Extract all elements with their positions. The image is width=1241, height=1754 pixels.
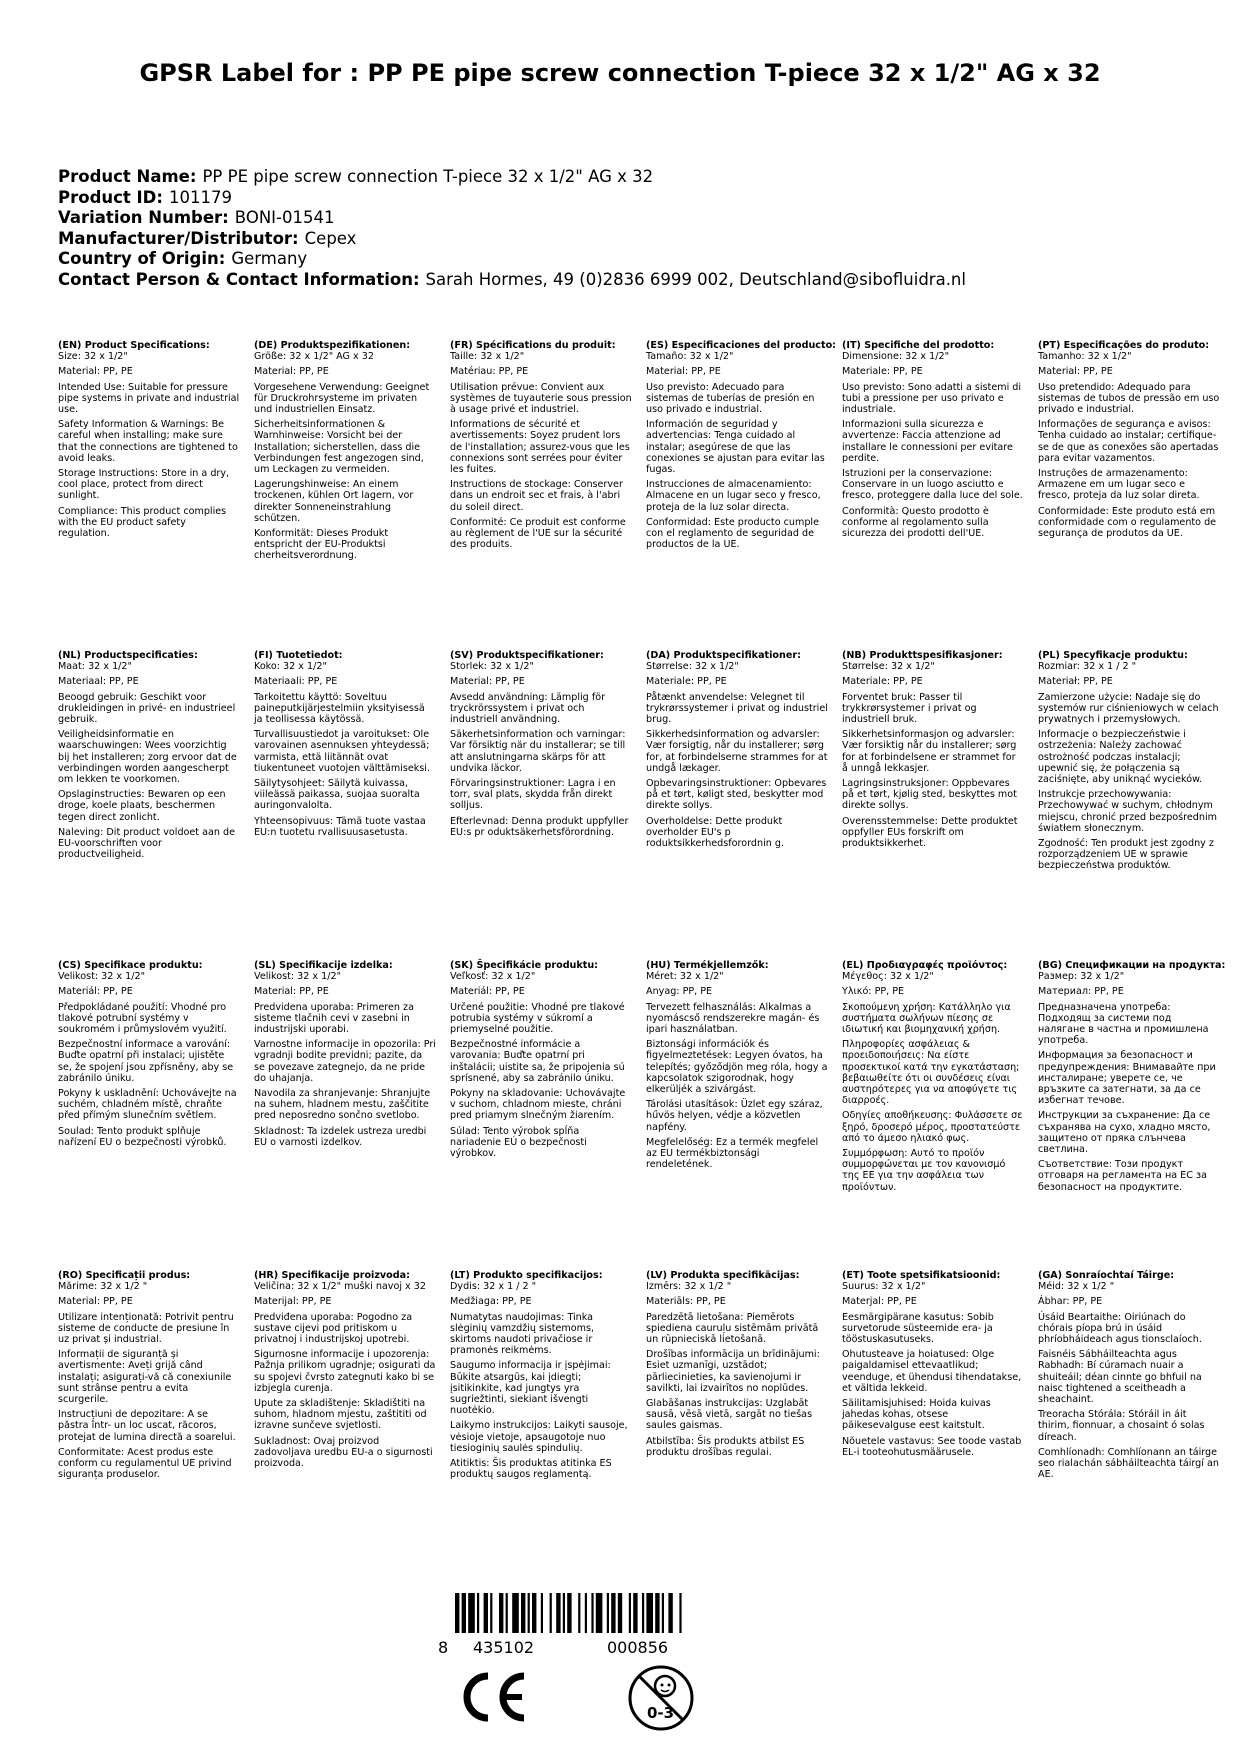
language-spec-line: Beoogd gebruik: Geschikt voor drukleidingen in privé- en industrieel gebruik. <box>58 691 236 726</box>
language-spec-line: Υλικό: PP, PE <box>842 986 905 998</box>
language-spec-line: Tamaño: 32 x 1/2" <box>646 351 734 363</box>
language-spec-line: Biztonsági információk és figyelmeztetések: Legyen óvatos, ha telepítés; győződjön meg róla, hogy a kapcsolatok szigorodnak, hogy elkerüljék a szivárgást. <box>646 1039 828 1096</box>
info-label: Variation Number: <box>58 208 229 228</box>
language-spec-line: Material: PP, PE <box>58 366 133 378</box>
language-spec-line: Información de seguridad y advertencias: Tenga cuidado al instalar; asegúrese de que las conexiones se ajustan para evitar las fugas. <box>646 419 825 476</box>
language-spec-line: Material: PP, PE <box>646 366 721 378</box>
language-block <box>646 1270 828 1462</box>
language-spec-line: Størrelse: 32 x 1/2" <box>842 661 935 673</box>
language-spec-line: Säilitamisjuhised: Hoida kuivas jahedas kohas, otsese päikesevalguse eest kaitstult. <box>842 1398 991 1432</box>
language-spec-line: Sigurnosne informacije i upozorenja: Pažnja prilikom ugradnje; osigurati da su spojevi čvrsto zategnuti kako bi se izbjegla curenja. <box>254 1349 436 1394</box>
language-spec-line: Materiał: PP, PE <box>1038 676 1113 688</box>
variation-number-row <box>58 208 966 229</box>
language-spec-line: Sikkerhetsinformasjon og advarsler: Vær forsiktig når du installerer; sørg for at forbindelsene er strammet for å unngå lekkasjer. <box>842 729 1017 774</box>
language-spec-line: Dimensione: 32 x 1/2" <box>842 351 950 363</box>
language-block <box>450 650 632 842</box>
info-label: Product Name: <box>58 167 197 186</box>
product-id-row <box>58 188 966 209</box>
language-spec-line: Informations de sécurité et avertissements: Soyez prudent lors de l'installation; assurez-vous que les connexions sont serrées pour éviter les fuites. <box>450 419 630 476</box>
language-block <box>646 340 837 554</box>
age-warning-label: 0-3 <box>647 1704 675 1722</box>
language-spec-line: Sikkerhedsinformation og advarsler: Vær forsigtig, når du installerer; sørg for, at forbindelserne strammes for at undgå lækager. <box>646 729 828 774</box>
language-spec-line: Safety Information & Warnings: Be careful when installing; make sure that the connections are tightened to avoid leaks. <box>58 419 238 464</box>
language-spec-line: Méret: 32 x 1/2" <box>646 971 724 983</box>
language-block <box>1038 340 1220 543</box>
language-heading: (PT) Especificações do produto: <box>1038 340 1210 351</box>
language-spec-line: Bezpečnostní informace a varování: Buďte opatrní při instalaci; ujistěte se, že spojení jsou zpřísněny, aby se zabránilo úniku. <box>58 1039 234 1084</box>
language-spec-line: Lagringsinstruksjoner: Oppbevares på et tørt, kjølig sted, beskyttes mot direkte sollys. <box>842 778 1017 812</box>
language-spec-line: Treoracha Stórála: Stóráil in áit thirim, fionnuar, a chosaint ó solas díreach. <box>1038 1409 1205 1443</box>
language-spec-line: Laikymo instrukcijos: Laikyti sausoje, vėsioje vietoje, apsaugotoje nuo tiesioginių saulės spindulių. <box>450 1420 628 1454</box>
language-spec-line: Navodila za shranjevanje: Shranjujte na suhem, hladnem mestu, zaščitite pred neposredno sončno svetlobo. <box>254 1088 431 1122</box>
language-spec-line: Veiligheidsinformatie en waarschuwingen: Wees voorzichtig bij het installeren; zorg ervoor dat de verbindingen worden aangescherpt om lekken te voorkomen. <box>58 729 237 786</box>
barcode-bar <box>462 1593 466 1633</box>
language-spec-line: Predviđena uporaba: Pogodno za sustave cijevi pod pritiskom u privatnoj i industrijskoj upotrebi. <box>254 1311 413 1346</box>
language-block <box>842 650 1024 853</box>
language-spec-line: Säilytysohjeet: Säilytä kuivassa, viileässä paikassa, suojaa suoralta auringonvalolta. <box>254 778 420 812</box>
info-value: PP PE pipe screw connection T-piece 32 x 1/2" AG x 32 <box>202 167 654 186</box>
language-spec-line: Koko: 32 x 1/2" <box>254 661 327 673</box>
language-heading: (FR) Spécifications du produit: <box>450 340 616 351</box>
language-spec-line: Σκοπούμενη χρήση: Κατάλληλο για συστήματα σωλήνων πίεσης σε ιδιωτική και βιομηχανική χρήση. <box>842 1001 1011 1036</box>
barcode-bar <box>468 1593 475 1633</box>
language-spec-line: Veľkosť: 32 x 1/2" <box>450 971 536 983</box>
language-spec-line: Πληροφορίες ασφάλειας & προειδοποιήσεις: Να είστε προσεκτικοί κατά την εγκατάσταση; βεβαιωθείτε ότι οι συνδέσεις είναι αυστηρότερες για να αποφύγετε τις διαρροές. <box>842 1039 1020 1107</box>
language-spec-line: Größe: 32 x 1/2" AG x 32 <box>254 351 374 363</box>
barcode-bar <box>490 1593 492 1633</box>
language-spec-line: Numatytas naudojimas: Tinka slėginių vamzdžių sistemoms, skirtoms naudoti privačiose ir pramonės reikmėms. <box>450 1311 594 1357</box>
barcode-bar <box>563 1593 565 1633</box>
language-spec-line: Säkerhetsinformation och varningar: Var försiktig när du installerar; se till att anslutningarna skärps för att undvika läckor. <box>450 729 626 774</box>
language-spec-line: Nõuetele vastavus: See toode vastab EL-i tooteohutusmäärusele. <box>842 1435 1022 1458</box>
language-spec-line: Avsedd användning: Lämplig för tryckrörssystem i privat och industriell användning. <box>450 691 606 726</box>
language-block <box>58 960 240 1152</box>
language-spec-line: Efterlevnad: Denna produkt uppfyller EU:s pr oduktsäkerhetsförordning. <box>450 815 629 838</box>
language-spec-line: Οδηγίες αποθήκευσης: Φυλάσσετε σε ξηρό, δροσερό μέρος, προστατεύστε από το άμεσο ηλιακό φως. <box>842 1110 1023 1144</box>
language-heading: (SK) Špecifikácie produktu: <box>450 960 599 971</box>
language-spec-line: Opbevaringsinstruktioner: Opbevares på et tørt, køligt sted, beskytter mod direkte sollys. <box>646 778 827 812</box>
barcode-bar <box>528 1593 530 1633</box>
barcode-lead-digit: 8 <box>438 1638 449 1657</box>
barcode-bar <box>477 1593 479 1633</box>
info-value: Germany <box>231 249 308 269</box>
language-spec-line: Zamierzone użycie: Nadaje się do systemów rur ciśnieniowych w celach prywatnych i przemysłowych. <box>1038 691 1219 726</box>
language-heading: (BG) Спецификации на продукта: <box>1038 960 1226 971</box>
language-spec-line: Materijal: PP, PE <box>254 1296 332 1308</box>
language-heading: (PL) Specyfikacje produktu: <box>1038 650 1188 661</box>
language-spec-line: Istruzioni per la conservazione: Conservare in un luogo asciutto e fresco, proteggere dalla luce del sole. <box>842 468 1023 502</box>
language-spec-line: Bezpečnostné informácie a varovania: Buďte opatrní pri inštalácii; uistite sa, že pripojenia sú sprísnené, aby sa zabránilo úniku. <box>450 1039 625 1084</box>
language-spec-line: Størrelse: 32 x 1/2" <box>646 661 739 673</box>
language-spec-line: Yhteensopivuus: Tämä tuote vastaa EU:n tuotetu rvallisuusasetusta. <box>254 815 426 838</box>
barcode-bar <box>629 1593 631 1633</box>
barcode-bar <box>484 1593 488 1633</box>
barcode-bar <box>591 1593 593 1633</box>
language-spec-line: Paredzētā lietošana: Piemērots spiediena cauruļu sistēmām privātā un rūpnieciskā lietošanā. <box>646 1311 819 1346</box>
language-spec-line: Conformità: Questo prodotto è conforme al regolamento sulla sicurezza dei prodotti dell'UE. <box>842 505 989 540</box>
language-heading: (HU) Termékjellemzők: <box>646 960 769 971</box>
language-spec-line: Saugumo informacija ir įspėjimai: Būkite atsargūs, kai įdiegti; įsitikinkite, kad jungtys yra sugriežtinti, siekiant išvengti nuotėkio. <box>450 1360 611 1417</box>
language-block <box>254 340 436 566</box>
language-spec-line: Glabāšanas instrukcijas: Uzglabāt sausā, vēsā vietā, sargāt no tiešas saules gaismas. <box>646 1398 813 1432</box>
language-heading: (NL) Productspecificaties: <box>58 650 198 661</box>
language-heading: (RO) Specificații produs: <box>58 1270 191 1281</box>
barcode-bar <box>611 1593 615 1633</box>
barcode-bar <box>618 1593 622 1633</box>
language-spec-line: Materiál: PP, PE <box>450 986 525 998</box>
language-spec-line: Instruções de armazenamento: Armazene em um lugar seco e fresco, proteja da luz solar direta. <box>1038 468 1200 502</box>
barcode <box>455 1593 745 1633</box>
language-spec-line: Overholdelse: Dette produkt overholder EU's p roduktsikkerhedsforordnin g. <box>646 815 785 850</box>
language-spec-line: Méid: 32 x 1/2 " <box>1038 1281 1115 1293</box>
language-spec-line: Materiale: PP, PE <box>646 676 727 688</box>
language-spec-line: Maat: 32 x 1/2" <box>58 661 132 673</box>
info-label: Manufacturer/Distributor: <box>58 228 299 248</box>
language-spec-line: Sicherheitsinformationen & Warnhinweise: Vorsicht bei der Installation; sicherstellen, dass die Verbindungen fest angezogen sind, um Leckagen zu vermeiden. <box>254 419 424 476</box>
language-heading: (DE) Produktspezifikationen: <box>254 340 411 351</box>
language-spec-line: Mărime: 32 x 1/2 " <box>58 1281 148 1293</box>
language-spec-line: Μέγεθος: 32 x 1/2" <box>842 971 934 983</box>
language-heading: (SV) Produktspecifikationer: <box>450 650 604 661</box>
barcode-bar <box>596 1593 603 1633</box>
info-label: Product ID: <box>58 187 163 207</box>
language-spec-line: Velikost: 32 x 1/2" <box>58 971 146 983</box>
language-spec-line: Размер: 32 x 1/2" <box>1038 971 1125 983</box>
language-spec-line: Sukladnost: Ovaj proizvod zadovoljava uredbu EU-a o sigurnosti proizvoda. <box>254 1435 433 1470</box>
language-spec-line: Varnostne informacije in opozorila: Pri vgradnji bodite previdni; pazite, da se povezave zategnejo, da ne pride do uhajanja. <box>254 1039 436 1084</box>
language-spec-line: Pokyny k uskladnění: Uchovávejte na suchém, chladném místě, chraňte před přímým slunečním světlem. <box>58 1088 237 1122</box>
language-spec-line: Overensstemmelse: Dette produktet oppfyller EUs forskrift om produktsikkerhet. <box>842 815 1018 850</box>
language-spec-line: Instrucciones de almacenamiento: Almacene en un lugar seco y fresco, proteja de la luz solar directa. <box>646 479 821 513</box>
barcode-bar <box>633 1593 637 1633</box>
barcode-bar <box>541 1593 543 1633</box>
language-block <box>450 1270 632 1484</box>
language-spec-line: Skladnost: Ta izdelek ustreza uredbi EU o varnosti izdelkov. <box>254 1125 427 1148</box>
language-spec-line: Intended Use: Suitable for pressure pipe systems in private and industrial use. <box>58 381 240 416</box>
language-block <box>254 960 436 1152</box>
language-spec-line: Rozmiar: 32 x 1 / 2 " <box>1038 661 1137 673</box>
info-value: BONI-01541 <box>234 208 335 228</box>
ce-mark-icon <box>458 1672 530 1722</box>
language-spec-line: Materiale: PP, PE <box>842 366 923 378</box>
barcode-bar <box>578 1593 580 1633</box>
info-label: Contact Person & Contact Information: <box>58 269 420 289</box>
language-block <box>58 650 240 864</box>
barcode-bar <box>655 1593 659 1633</box>
language-spec-line: Informações de segurança e avisos: Tenha cuidado ao instalar; certifique-se de que as conexões são apertadas para evitar vazamentos. <box>1038 419 1219 464</box>
barcode-bar <box>607 1593 609 1633</box>
language-heading: (GA) Sonraíochtaí Táirge: <box>1038 1270 1175 1281</box>
language-spec-line: Informații de siguranță și avertismente: Aveți grijă când instalați; asigurați-vă că conexiunile sunt strânse pentru a evita scurgerile. <box>58 1349 232 1406</box>
language-heading: (IT) Specifiche del prodotto: <box>842 340 995 351</box>
language-spec-line: Megfelelőség: Ez a termék megfelel az EU termékbiztonsági rendeletének. <box>646 1136 819 1171</box>
language-spec-line: Uso previsto: Sono adatti a sistemi di tubi a pressione per uso privato e industriale. <box>842 381 1022 416</box>
language-heading: (ET) Toote spetsifikatsioonid: <box>842 1270 1001 1281</box>
language-spec-line: Upute za skladištenje: Skladištiti na suhom, hladnom mjestu, zaštititi od izravne sunčeve svjetlosti. <box>254 1398 427 1432</box>
language-block <box>58 340 240 543</box>
language-block <box>450 340 632 554</box>
language-spec-line: Úsáid Beartaithe: Oiriúnach do chórais píopa brú in úsáid phríobháideach agus tionsclaíoch. <box>1038 1311 1202 1346</box>
language-spec-line: Conformitate: Acest produs este conform cu regulamentul UE privind siguranța produselor. <box>58 1446 232 1481</box>
language-spec-line: Taille: 32 x 1/2" <box>450 351 525 363</box>
barcode-right-digits: 000856 <box>607 1638 669 1657</box>
language-spec-line: Anyag: PP, PE <box>646 986 713 998</box>
language-spec-line: Material: PP, PE <box>254 986 329 998</box>
language-spec-line: Velikost: 32 x 1/2" <box>254 971 342 983</box>
language-spec-line: Материал: PP, PE <box>1038 986 1124 998</box>
barcode-bar <box>679 1593 681 1633</box>
language-spec-line: Turvallisuustiedot ja varoitukset: Ole varovainen asennuksen yhteydessä; varmista, että liitännät ovat tiukentuneet vuotojen välttämiseksi. <box>254 729 431 774</box>
language-spec-line: Ábhar: PP, PE <box>1038 1296 1103 1308</box>
language-heading: (LV) Produkta specifikācijas: <box>646 1270 800 1281</box>
language-spec-line: Material: PP, PE <box>58 1296 133 1308</box>
country-row <box>58 249 966 270</box>
language-spec-line: Pokyny na skladovanie: Uchovávajte v suchom, chladnom mieste, chráni pred priamym slnečným žiarením. <box>450 1088 626 1122</box>
language-spec-line: Materiaal: PP, PE <box>58 676 139 688</box>
language-spec-line: Storlek: 32 x 1/2" <box>450 661 534 673</box>
language-spec-line: Tarkoitettu käyttö: Soveltuu paineputkijärjestelmiin yksityisessä ja teollisessa käytössä. <box>254 691 425 726</box>
language-spec-line: Atitiktis: Šis produktas atitinka ES produktų saugos reglamentą. <box>450 1458 612 1481</box>
language-spec-line: Size: 32 x 1/2" <box>58 351 128 363</box>
language-spec-line: Veličina: 32 x 1/2" muški navoj x 32 <box>254 1281 426 1293</box>
language-spec-line: Drošības informācija un brīdinājumi: Esiet uzmanīgi, uzstādot; pārliecinieties, ka savienojumi ir savilkti, lai izvairītos no noplūdes. <box>646 1349 820 1394</box>
page-title: GPSR Label for : PP PE pipe screw connection T-piece 32 x 1/2" AG x 32 <box>139 59 1101 87</box>
language-block <box>842 340 1024 543</box>
language-spec-line: Faisnéis Sábháilteachta agus Rabhadh: Bí cúramach nuair a shuiteáil; déan cinnte go bhfuil na naisc tightened a sceitheadh a sheachaint. <box>1038 1349 1202 1406</box>
product-name-row <box>58 167 966 188</box>
language-spec-line: Instrucțiuni de depozitare: A se păstra într- un loc uscat, răcoros, protejat de lumina directă a soarelui. <box>58 1409 236 1443</box>
barcode-bar <box>532 1593 536 1633</box>
language-block <box>842 960 1024 1197</box>
language-spec-line: Dydis: 32 x 1 / 2 " <box>450 1281 537 1293</box>
language-spec-line: Påtænkt anvendelse: Velegnet til trykrørssystemer i privat og industriel brug. <box>646 691 828 726</box>
language-spec-line: Informazioni sulla sicurezza e avvertenze: Faccia attenzione ad installare le connessioni per evitare perdite. <box>842 419 1013 464</box>
language-block <box>646 650 828 853</box>
language-spec-line: Инструкции за съхранение: Да се съхранява на сухо, хладно място, защитено от пряка слънчева светлина. <box>1038 1110 1211 1156</box>
language-spec-line: Eesmärgipärane kasutus: Sobib survetorude süsteemide era- ja tööstuskasutuseks. <box>842 1311 994 1346</box>
language-block <box>254 1270 436 1473</box>
contact-row <box>58 270 966 291</box>
language-block <box>646 960 828 1174</box>
language-spec-line: Predvidena uporaba: Primeren za sisteme tlačnih cevi v zasebni in industrijski uporabi. <box>254 1001 414 1036</box>
language-spec-line: Konformität: Dieses Produkt entspricht der EU-Produktsi cherheitsverordnung. <box>254 528 389 562</box>
language-spec-line: Materiāls: PP, PE <box>646 1296 726 1308</box>
barcode-bar <box>662 1593 664 1633</box>
language-spec-line: Storage Instructions: Store in a dry, cool place, protect from direct sunlight. <box>58 468 230 502</box>
barcode-bar <box>550 1593 552 1633</box>
language-block <box>1038 650 1220 876</box>
language-spec-line: Suurus: 32 x 1/2" <box>842 1281 926 1293</box>
language-spec-line: Instrukcje przechowywania: Przechowywać w suchym, chłodnym miejscu, chronić przed bezpośrednim światłem słonecznym. <box>1038 789 1217 834</box>
language-spec-line: Compliance: This product complies with the EU product safety regulation. <box>58 505 227 540</box>
language-spec-line: Medžiaga: PP, PE <box>450 1296 532 1308</box>
barcode-bar <box>521 1593 525 1633</box>
barcode-bar <box>499 1593 503 1633</box>
language-spec-line: Materiál: PP, PE <box>58 986 133 998</box>
language-spec-line: Ohutusteave ja hoiatused: Olge paigaldamisel ettevaatlikud; veenduge, et ühendusi tihendatakse, et vältida lekkeid. <box>842 1349 1022 1394</box>
language-spec-line: Tárolási utasítások: Üzlet egy száraz, hűvös helyen, védje a közvetlen napfény. <box>646 1099 823 1133</box>
language-spec-line: Utilizare intenționată: Potrivit pentru sisteme de conducte de presiune în uz privat și industrial. <box>58 1311 234 1346</box>
language-spec-line: Uso previsto: Adecuado para sistemas de tuberías de presión en uso privado e industrial. <box>646 381 815 416</box>
info-value: Sarah Hormes, 49 (0)2836 6999 002, Deutschland@sibofluidra.nl <box>425 269 966 289</box>
barcode-bar <box>585 1593 587 1633</box>
language-block <box>450 960 632 1163</box>
barcode-bar <box>642 1593 644 1633</box>
language-heading: (DA) Produktspecifikationer: <box>646 650 801 661</box>
language-spec-line: Lagerungshinweise: An einem trockenen, kühlen Ort lagern, vor direkter Sonneneinstrahlung schützen. <box>254 479 414 524</box>
language-heading: (CS) Specifikace produktu: <box>58 960 203 971</box>
language-spec-line: Materjal: PP, PE <box>842 1296 917 1308</box>
language-heading: (HR) Specifikacije proizvoda: <box>254 1270 410 1281</box>
language-spec-line: Tervezett felhasználás: Alkalmas a nyomáscső rendszerekre magán- és ipari használatban. <box>646 1001 820 1036</box>
language-heading: (EN) Product Specifications: <box>58 340 210 351</box>
language-spec-line: Conformité: Ce produit est conforme au règlement de l'UE sur la sécurité des produits. <box>450 516 626 551</box>
language-block <box>58 1270 240 1484</box>
language-spec-line: Uso pretendido: Adequado para sistemas de tubos de pressão em uso privado e industrial. <box>1038 381 1220 416</box>
language-spec-line: Soulad: Tento produkt splňuje nařízení EU o bezpečnosti výrobků. <box>58 1125 227 1148</box>
info-value: Cepex <box>304 228 357 248</box>
language-heading: (EL) Προδιαγραφές προϊόντος: <box>842 960 1008 971</box>
language-spec-line: Material: PP, PE <box>254 366 329 378</box>
language-block <box>1038 1270 1220 1484</box>
language-spec-line: Matériau: PP, PE <box>450 366 529 378</box>
language-heading: (NB) Produkttspesifikasjoner: <box>842 650 1003 661</box>
manufacturer-row <box>58 229 966 250</box>
language-spec-line: Tamanho: 32 x 1/2" <box>1038 351 1132 363</box>
language-spec-line: Súlad: Tento výrobok spĺňa nariadenie EÚ o bezpečnosti výrobkov. <box>450 1125 587 1160</box>
language-spec-line: Atbilstība: Šis produkts atbilst ES produktu drošības regulai. <box>646 1435 805 1458</box>
language-spec-line: Izmērs: 32 x 1/2 " <box>646 1281 732 1293</box>
language-spec-line: Информация за безопасност и предупреждения: Внимавайте при инсталиране; уверете се, че връзките са затегнати, за да се избегнат течове. <box>1038 1050 1216 1107</box>
language-heading: (SL) Specifikacije izdelka: <box>254 960 393 971</box>
language-spec-line: Materiale: PP, PE <box>842 676 923 688</box>
language-spec-line: Material: PP, PE <box>450 676 525 688</box>
language-block <box>1038 960 1226 1197</box>
language-spec-line: Materiaali: PP, PE <box>254 676 338 688</box>
language-spec-line: Opslaginstructies: Bewaren op een droge, koele plaats, beschermen tegen direct zonlicht. <box>58 789 226 823</box>
language-spec-line: Conformidade: Este produto está em conformidade com o regulamento de segurança de produtos da UE. <box>1038 505 1217 540</box>
barcode-bar <box>556 1593 560 1633</box>
language-spec-line: Förvaringsinstruktioner: Lagra i en torr, sval plats, skydda från direkt solljus. <box>450 778 616 812</box>
info-label: Country of Origin: <box>58 249 226 269</box>
barcode-bar <box>506 1593 508 1633</box>
barcode-bar <box>455 1593 459 1633</box>
language-spec-line: Zgodność: Ten produkt jest zgodny z rozporządzeniem UE w sprawie bezpieczeństwa produktów. <box>1038 838 1214 872</box>
barcode-bar <box>668 1593 672 1633</box>
language-spec-line: Určené použitie: Vhodné pre tlakové potrubia systémy v súkromí a priemyselné použitie. <box>450 1001 625 1036</box>
language-heading: (FI) Tuotetiedot: <box>254 650 343 661</box>
language-spec-line: Instructions de stockage: Conserver dans un endroit sec et frais, à l'abri du soleil direct. <box>450 479 623 513</box>
language-spec-line: Съответствие: Този продукт отговаря на регламента на ЕС за безопасност на продуктите. <box>1038 1159 1207 1193</box>
barcode-bar <box>567 1593 571 1633</box>
language-spec-line: Συμμόρφωση: Αυτό το προϊόν συμμορφώνεται με τον κανονισμό της ΕΕ για την ασφάλεια των προϊόντων. <box>842 1148 1006 1193</box>
language-spec-line: Předpokládané použití: Vhodné pro tlakové potrubní systémy v soukromém i průmyslovém využití. <box>58 1001 227 1036</box>
language-spec-line: Informacje o bezpieczeństwie i ostrzeżenia: Należy zachować ostrożność podczas instalacji; upewnić się, że połączenia są zaciśnięte, aby uniknąć wycieków. <box>1038 729 1203 786</box>
language-spec-line: Naleving: Dit product voldoet aan de EU-voorschriften voor productveiligheid. <box>58 826 235 861</box>
product-info <box>58 167 966 291</box>
age-warning-icon <box>627 1664 695 1732</box>
language-spec-line: Conformidad: Este producto cumple con el reglamento de seguridad de productos de la UE. <box>646 516 819 551</box>
language-heading: (ES) Especificaciones del producto: <box>646 340 837 351</box>
language-heading: (LT) Produkto specifikacijos: <box>450 1270 603 1281</box>
barcode-bar <box>512 1593 519 1633</box>
language-spec-line: Предназначена употреба: Подходящ за системи под налягане в частна и промишлена употреба. <box>1038 1001 1209 1047</box>
language-spec-line: Material: PP, PE <box>1038 366 1113 378</box>
info-value: 101179 <box>168 187 232 207</box>
language-spec-line: Forventet bruk: Passer til trykkrørsystemer i privat og industriell bruk. <box>842 691 977 726</box>
barcode-bar <box>646 1593 653 1633</box>
language-block <box>254 650 436 842</box>
language-spec-line: Utilisation prévue: Convient aux systèmes de tuyauterie sous pression à usage privé et industriel. <box>450 381 632 416</box>
language-spec-line: Vorgesehene Verwendung: Geeignet für Druckrohrsysteme im privaten und industriellen Einsatz. <box>254 381 430 416</box>
language-spec-line: Comhlíonadh: Comhlíonann an táirge seo rialachán sábháilteachta táirgí an AE. <box>1038 1446 1219 1481</box>
language-block <box>842 1270 1024 1462</box>
barcode-left-digits: 435102 <box>473 1638 535 1657</box>
